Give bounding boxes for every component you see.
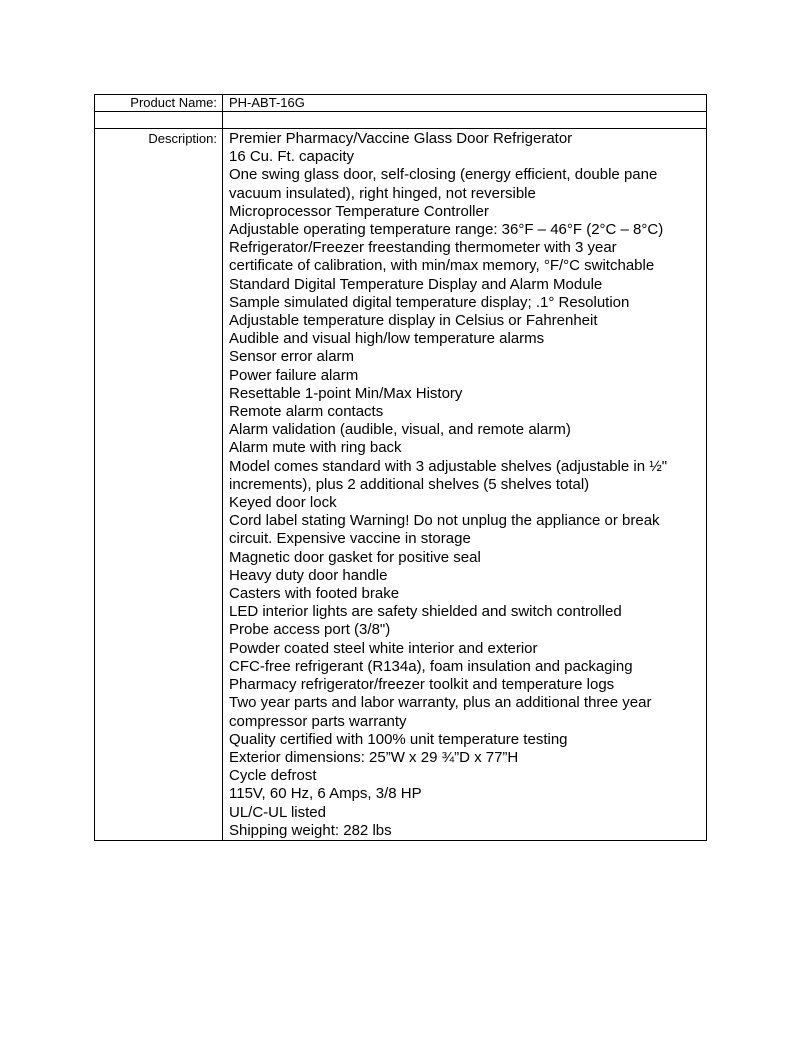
description-line: Cord label stating Warning! Do not unplug the appliance or break (229, 512, 660, 530)
product-name-label: Product Name: (95, 95, 223, 112)
description-line: Magnetic door gasket for positive seal (229, 548, 481, 566)
description-line: UL/C-UL listed (229, 803, 326, 821)
description-line: Alarm mute with ring back (229, 439, 402, 457)
description-line: 16 Cu. Ft. capacity (229, 148, 355, 166)
description-line: Keyed door lock (229, 494, 337, 512)
description-line: Adjustable operating temperature range: 36°F – 46°F (2°C – 8°C) (229, 221, 664, 239)
description-line: circuit. Expensive vaccine in storage (229, 530, 471, 548)
spacer-row (95, 112, 707, 129)
description-line: Sample simulated digital temperature display; .1° Resolution (229, 293, 630, 311)
description-line: vacuum insulated), right hinged, not reversible (229, 184, 536, 202)
description-line: Shipping weight: 282 lbs (229, 821, 392, 839)
description-line: One swing glass door, self-closing (energy efficient, double pane (229, 166, 658, 184)
description-line: Audible and visual high/low temperature alarms (229, 330, 545, 348)
description-line: Probe access port (3/8") (229, 621, 391, 639)
description-line: Exterior dimensions: 25”W x 29 ¾”D x 77”H (229, 748, 519, 766)
description-line: Resettable 1-point Min/Max History (229, 384, 463, 402)
description-line: Standard Digital Temperature Display and Alarm Module (229, 275, 603, 293)
description-line: 115V, 60 Hz, 6 Amps, 3/8 HP (229, 785, 422, 803)
description-line: Sensor error alarm (229, 348, 355, 366)
description-line: LED interior lights are safety shielded and switch controlled (229, 603, 622, 621)
description-line: Quality certified with 100% unit temperature testing (229, 730, 568, 748)
description-line: Power failure alarm (229, 366, 359, 384)
description-label: Description: (95, 129, 223, 841)
spacer-label-cell (95, 112, 223, 129)
product-spec-table (94, 94, 707, 841)
description-line: Cycle defrost (229, 767, 317, 785)
spacer-value-cell (223, 112, 707, 129)
description-line: Alarm validation (audible, visual, and remote alarm) (229, 421, 571, 439)
description-line: Model comes standard with 3 adjustable shelves (adjustable in ½" (229, 457, 668, 475)
description-line: Microprocessor Temperature Controller (229, 202, 489, 220)
description-line: Remote alarm contacts (229, 403, 384, 421)
description-line: Two year parts and labor warranty, plus an additional three year (229, 694, 652, 712)
description-line: Premier Pharmacy/Vaccine Glass Door Refrigerator (229, 130, 573, 147)
product-name-value: PH-ABT-16G (223, 95, 707, 112)
description-list (223, 129, 707, 841)
description-line: increments), plus 2 additional shelves (5 shelves total) (229, 475, 590, 493)
description-line: compressor parts warranty (229, 712, 407, 730)
product-name-row (95, 95, 707, 112)
description-line: Refrigerator/Freezer freestanding thermometer with 3 year (229, 239, 617, 257)
description-line: Heavy duty door handle (229, 566, 388, 584)
description-line: Casters with footed brake (229, 585, 400, 603)
description-line: certificate of calibration, with min/max memory, °F/°C switchable (229, 257, 655, 275)
description-row (95, 129, 707, 841)
description-line: Pharmacy refrigerator/freezer toolkit and temperature logs (229, 676, 615, 694)
description-line: CFC-free refrigerant (R134a), foam insulation and packaging (229, 657, 633, 675)
description-line: Adjustable temperature display in Celsius or Fahrenheit (229, 312, 598, 330)
description-line: Powder coated steel white interior and exterior (229, 639, 538, 657)
